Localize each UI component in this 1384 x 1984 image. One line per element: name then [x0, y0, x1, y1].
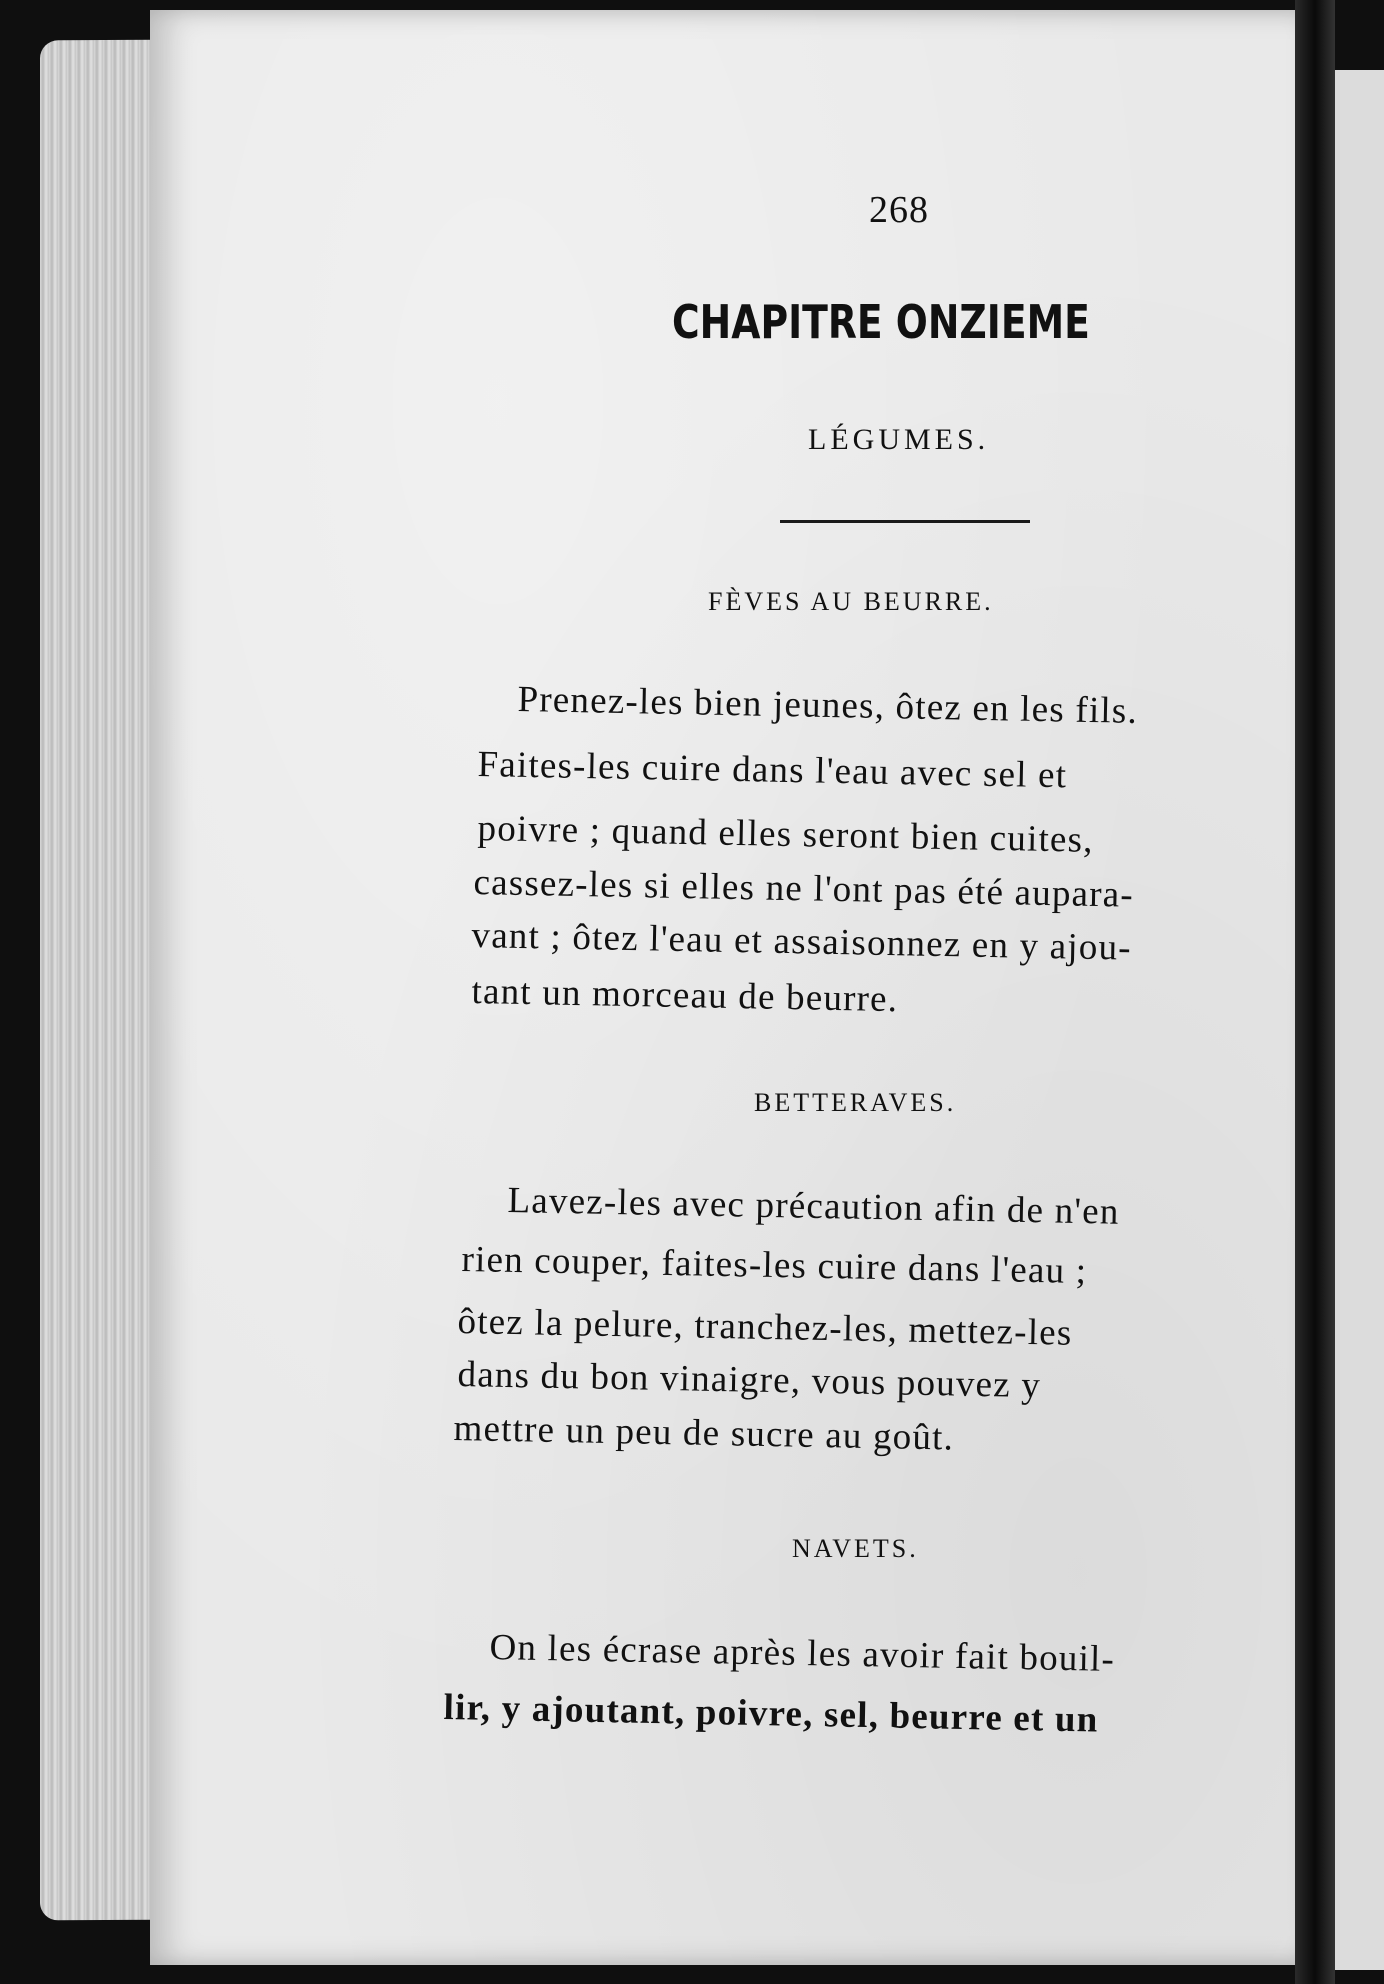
recipe-heading: BETTERAVES. — [754, 1088, 957, 1117]
facing-page — [1330, 70, 1384, 1970]
recipe-heading: NAVETS. — [792, 1534, 919, 1563]
paragraph-line: vant ; ôtez l'eau et assaisonnez en y ajou- — [471, 914, 1133, 969]
paragraph-line: tant un morceau de beurre. — [471, 970, 899, 1021]
paragraph-line: On les écrase après les avoir fait bouil- — [489, 1626, 1116, 1681]
paragraph-line: Lavez-les avec précaution afin de n'en — [507, 1179, 1120, 1233]
paragraph-line: mettre un peu de sucre au goût. — [453, 1407, 955, 1459]
paragraph-line: poivre ; quand elles seront bien cuites, — [477, 807, 1095, 861]
paragraph-line: lir, y ajoutant, poivre, sel, beurre et un — [443, 1686, 1099, 1741]
chapter-title: CHAPITRE ONZIEME — [672, 295, 1090, 349]
paragraph-line: ôtez la pelure, tranchez-les, mettez-les — [457, 1300, 1073, 1354]
paragraph-line: Prenez-les bien jeunes, ôtez en les fils. — [517, 678, 1139, 732]
paragraph-line: Faites-les cuire dans l'eau avec sel et — [477, 743, 1068, 797]
page-number: 268 — [869, 189, 929, 231]
book-gutter — [1295, 0, 1335, 1984]
divider-rule — [780, 520, 1030, 523]
paragraph-line: rien couper, faites-les cuire dans l'eau ; — [461, 1238, 1088, 1293]
recipe-heading: FÈVES AU BEURRE. — [708, 587, 994, 616]
paragraph-line: cassez-les si elles ne l'ont pas été aupara- — [473, 861, 1135, 916]
book-page — [150, 10, 1310, 1965]
paragraph-line: dans du bon vinaigre, vous pouvez y — [457, 1353, 1042, 1407]
section-title: LÉGUMES. — [808, 423, 990, 456]
